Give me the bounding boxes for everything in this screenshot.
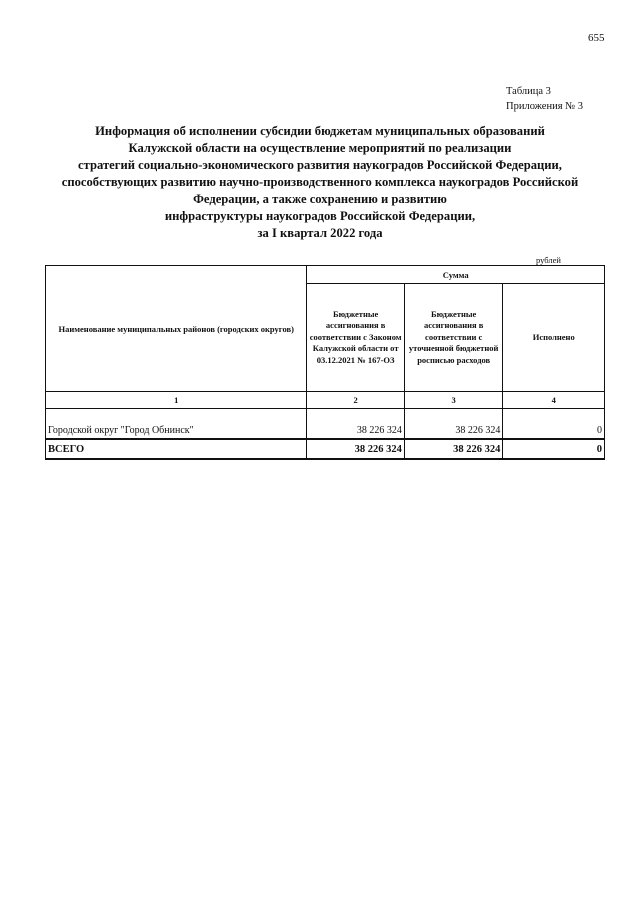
total-refined-value: 38 226 324 xyxy=(404,439,503,459)
header-executed: Исполнено xyxy=(503,284,605,392)
row-refined-value: 38 226 324 xyxy=(404,422,503,439)
total-executed-value: 0 xyxy=(503,439,605,459)
title-line: Калужской области на осуществление мероприятий по реализации xyxy=(128,141,512,155)
title-line: Федерации, а также сохранению и развитию xyxy=(193,192,447,206)
title-line: Информация об исполнении субсидии бюджетам муниципальных образований xyxy=(95,124,545,138)
header-sum: Сумма xyxy=(307,266,605,284)
row-name: Городской округ "Город Обнинск" xyxy=(46,422,307,439)
table-ref-line2: Приложения № 3 xyxy=(506,101,584,112)
title-line: инфраструктуры наукоградов Российской Федерации, xyxy=(164,209,476,223)
header-refined-allocations: Бюджетные ассигнования в соответствии с уточненной бюджетной росписью расходов xyxy=(404,284,503,392)
total-law-value: 38 226 324 xyxy=(307,439,405,459)
title-line: за I квартал 2022 года xyxy=(257,226,383,240)
row-law-value: 38 226 324 xyxy=(307,422,405,439)
subsidy-table xyxy=(45,265,605,460)
spacer-row xyxy=(46,409,605,423)
units-label: рублей xyxy=(536,255,561,265)
column-number: 2 xyxy=(307,392,405,409)
page-number: 655 xyxy=(588,32,605,44)
title-line: способствующих развитию научно-производственного комплекса наукоградов Российской xyxy=(61,175,579,189)
table-reference xyxy=(506,84,583,114)
header-municipality: Наименование муниципальных районов (городских округов) xyxy=(46,266,307,392)
title-line: стратегий социально-экономического развития наукоградов Российской Федерации, xyxy=(78,158,562,172)
total-label: ВСЕГО xyxy=(46,439,307,459)
table-ref-line1: Таблица 3 xyxy=(506,86,551,97)
column-number: 1 xyxy=(46,392,307,409)
row-executed-value: 0 xyxy=(503,422,605,439)
table-row xyxy=(46,422,605,439)
column-number: 4 xyxy=(503,392,605,409)
column-number: 3 xyxy=(404,392,503,409)
header-law-allocations: Бюджетные ассигнования в соответствии с Законом Калужской области от 03.12.2021 № 167-ОЗ xyxy=(307,284,405,392)
total-row xyxy=(46,439,605,459)
document-title xyxy=(20,123,620,242)
